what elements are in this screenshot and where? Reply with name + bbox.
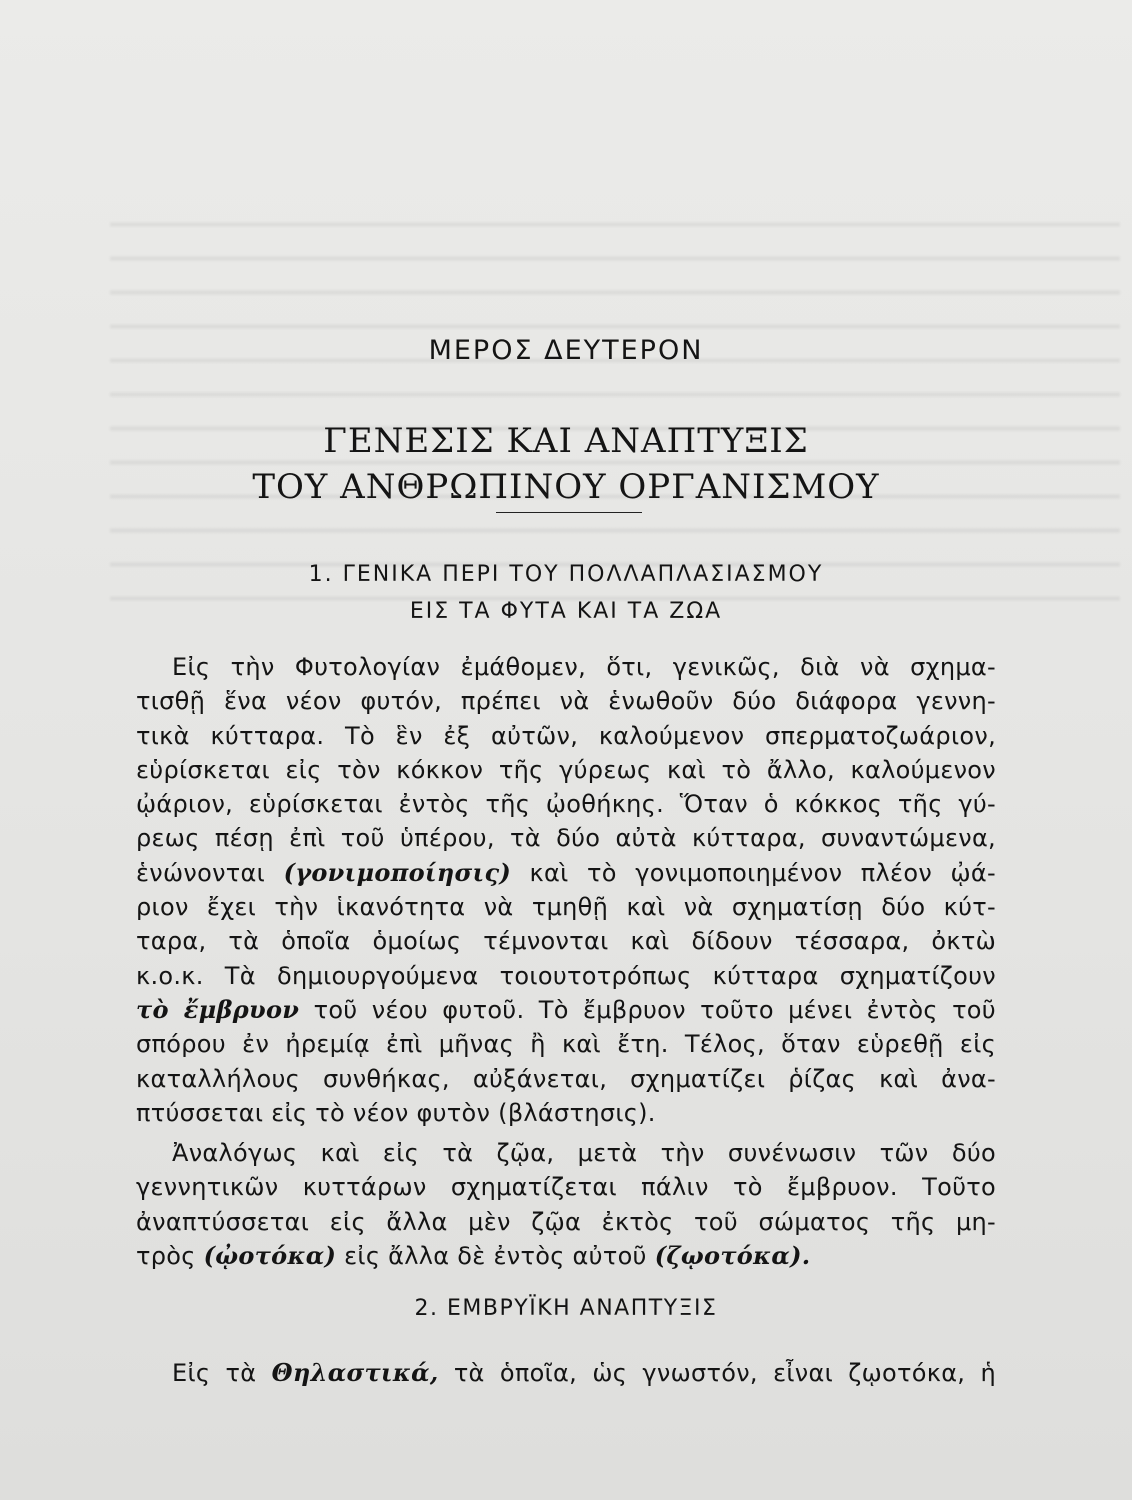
- text-line: Εἰς τὴν Φυτολογίαν ἐμάθομεν, ὅτι, γενικῶς, διὰ νὰ σχημα-: [172, 653, 996, 681]
- text-fragment: Εἰς τὰ: [172, 1359, 257, 1387]
- chapter-title-line-2: ΤΟΥ ΑΝΘΡΩΠΙΝΟΥ ΟΡΓΑΝΙΣΜΟΥ: [252, 467, 880, 507]
- text-line: πτύσσεται εἰς τὸ νέον φυτὸν (βλάστησις).: [136, 1098, 656, 1127]
- text-line: Ἀναλόγως καὶ εἰς τὰ ζῷα, μετὰ τὴν συνένωσιν τῶν δύο: [172, 1139, 996, 1167]
- paragraph-3: [136, 1356, 996, 1390]
- text-line: τικὰ κύτταρα. Τὸ ἓν ἐξ αὐτῶν, καλούμενον σπερματοζωάριον,: [136, 721, 996, 750]
- text-fragment: καὶ τὸ γονιμοποιημένον πλέον ᾠά-: [529, 858, 996, 887]
- text-line: [136, 1239, 996, 1273]
- term-embryo: τὸ ἔμβρυον: [136, 994, 300, 1024]
- section-1-heading-line-2: ΕΙΣ ΤΑ ΦΥΤΑ ΚΑΙ ΤΑ ΖΩΑ: [409, 599, 723, 624]
- term-viviparous: (ζῳοτόκα).: [654, 1240, 811, 1270]
- paragraph-2: [136, 1136, 996, 1273]
- text-line: τισθῇ ἕνα νέον φυτόν, πρέπει νὰ ἑνωθοῦν δύο διάφορα γεννη-: [136, 687, 996, 716]
- text-fragment: τοῦ νέου φυτοῦ. Τὸ ἔμβρυον τοῦτο μένει ἐντὸς τοῦ: [313, 995, 996, 1024]
- chapter-title: [0, 418, 1132, 510]
- section-2-heading: 2. ΕΜΒΡΥΪΚΗ ΑΝΑΠΤΥΞΙΣ: [414, 1296, 718, 1321]
- title-divider: [496, 512, 642, 513]
- text-line: εὑρίσκεται εἰς τὸν κόκκον τῆς γύρεως καὶ τὸ ἄλλο, καλούμενον: [136, 755, 996, 784]
- text-line: [136, 1356, 996, 1390]
- text-line: κ.ο.κ. Τὰ δημιουργούμενα τοιουτοτρόπως κύτταρα σχηματίζουν: [136, 961, 996, 990]
- paragraph-1: [136, 650, 996, 1130]
- term-mammals: Θηλαστικά,: [271, 1358, 439, 1387]
- text-line: [136, 993, 996, 1027]
- text-line: σπόρου ἐν ἠρεμίᾳ ἐπὶ μῆνας ἢ καὶ ἔτη. Τέλος, ὅταν εὑρεθῇ εἰς: [136, 1030, 996, 1059]
- text-fragment: τρὸς: [136, 1241, 196, 1270]
- part-title: ΜΕΡΟΣ ΔΕΥΤΕΡΟΝ: [428, 335, 704, 366]
- text-line: ἀναπτύσσεται εἰς ἄλλα μὲν ζῷα ἐκτὸς τοῦ σώματος τῆς μη-: [136, 1207, 996, 1236]
- section-1-heading-line-1: 1. ΓΕΝΙΚΑ ΠΕΡΙ ΤΟΥ ΠΟΛΛΑΠΛΑΣΙΑΣΜΟΥ: [308, 562, 824, 587]
- chapter-title-line-1: ΓΕΝΕΣΙΣ ΚΑΙ ΑΝΑΠΤΥΞΙΣ: [323, 421, 809, 461]
- text-fragment: ἑνώνονται: [136, 858, 266, 887]
- text-fragment: τὰ ὁποῖα, ὡς γνωστόν, εἶναι ζῳοτόκα, ἡ: [453, 1359, 996, 1387]
- text-line: ριον ἔχει τὴν ἱκανότητα νὰ τμηθῇ καὶ νὰ σχηματίσῃ δύο κύτ-: [136, 893, 996, 922]
- section-1-heading: [0, 556, 1132, 630]
- text-fragment: εἰς ἄλλα δὲ ἐντὸς αὐτοῦ: [344, 1241, 647, 1270]
- text-line: ρεως πέσῃ ἐπὶ τοῦ ὑπέρου, τὰ δύο αὐτὰ κύτταρα, συναντώμενα,: [136, 824, 996, 853]
- text-line: ᾠάριον, εὑρίσκεται ἐντὸς τῆς ᾠοθήκης. Ὅταν ὁ κόκκος τῆς γύ-: [136, 790, 996, 819]
- text-line: ταρα, τὰ ὁποῖα ὁμοίως τέμνονται καὶ δίδουν τέσσαρα, ὀκτὼ: [136, 927, 996, 956]
- term-fertilization: (γονιμοποίησις): [283, 857, 512, 887]
- text-line: καταλλήλους συνθήκας, αὐξάνεται, σχηματίζει ῥίζας καὶ ἀνα-: [136, 1064, 996, 1093]
- text-line: γεννητικῶν κυττάρων σχηματίζεται πάλιν τὸ ἔμβρυον. Τοῦτο: [136, 1173, 996, 1202]
- text-line: [136, 856, 996, 890]
- term-oviparous: (ᾠοτόκα): [203, 1240, 337, 1270]
